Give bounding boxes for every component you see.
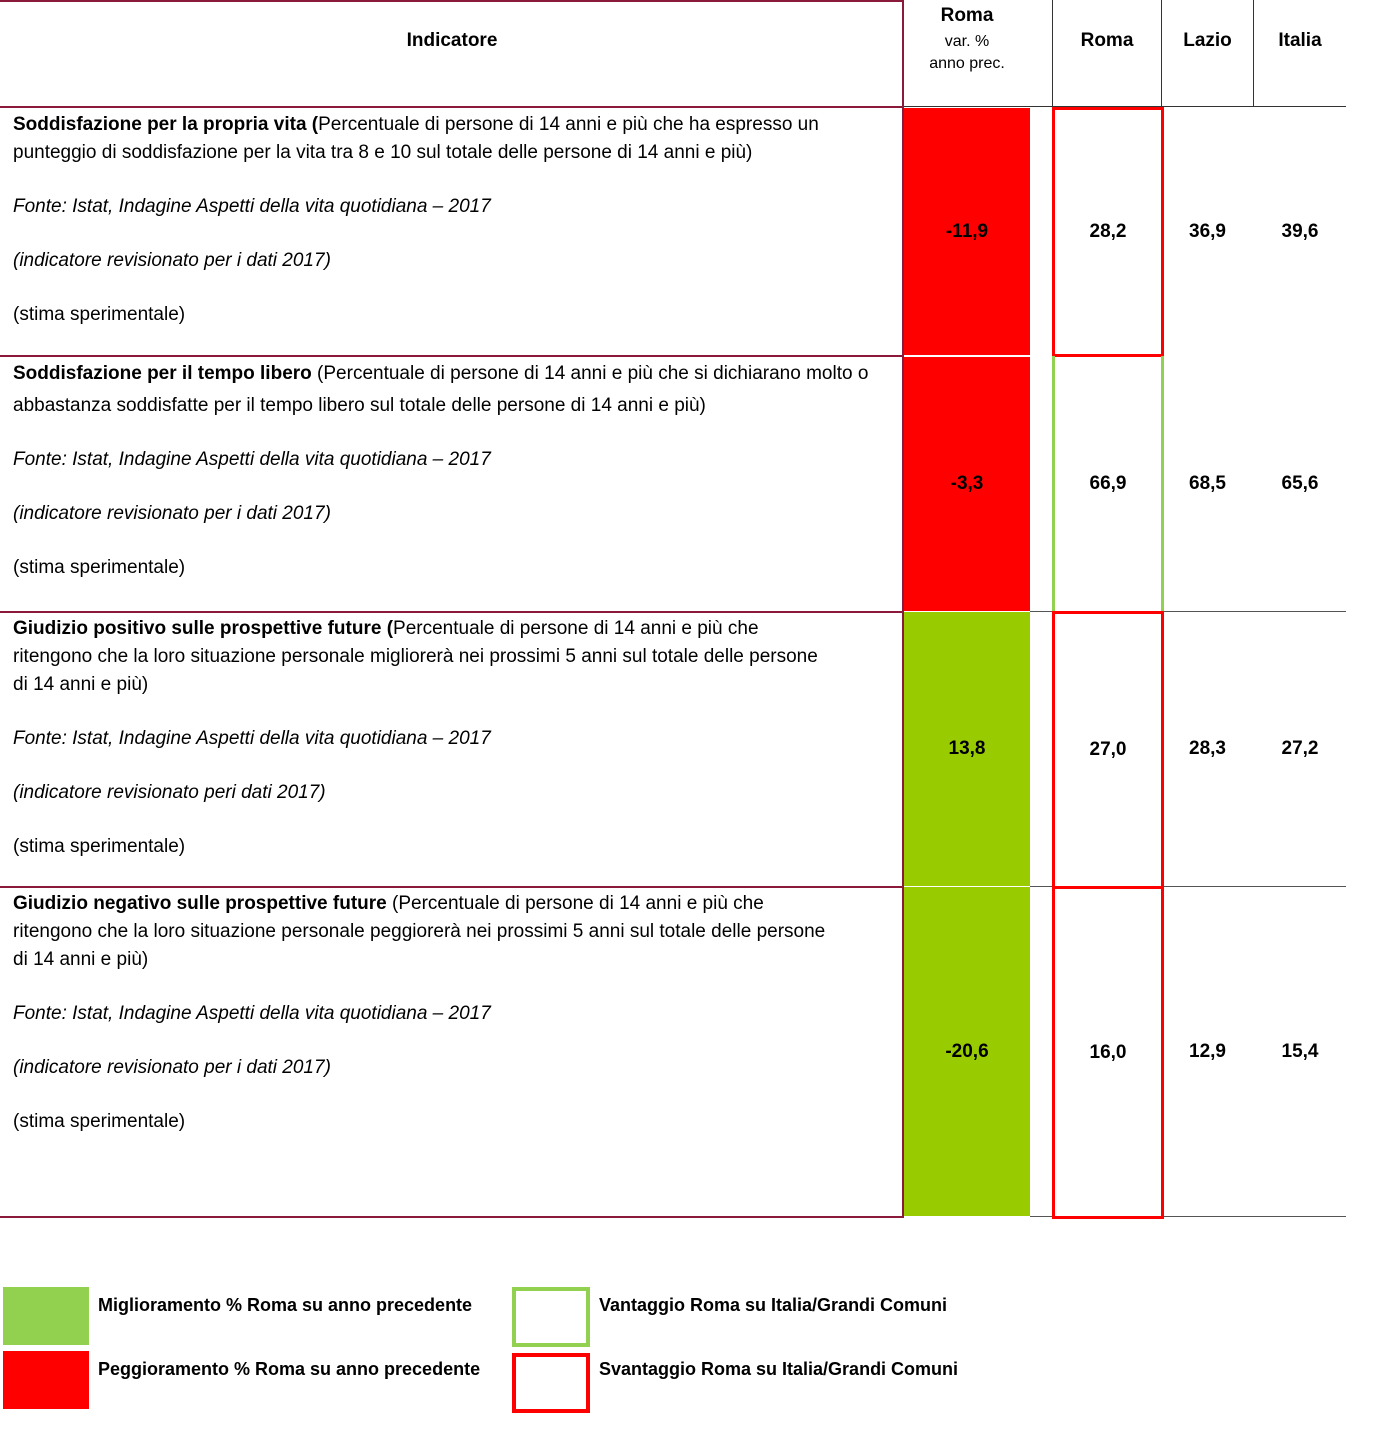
row3-stima: (stima sperimentale) [13,836,186,857]
row1-note: (indicatore revisionato per i dati 2017) [13,250,331,271]
row1-var-cell [904,108,1030,355]
row4-var-cell [904,887,1030,1216]
row1-description [13,111,893,329]
row1-desc: Percentuale di persone di 14 anni e più che ha espresso un punteggio di soddisfazione per la vita tra 8 e 10 sul totale delle persone di 14 anni e più) [13,114,819,163]
row1-roma-value: 28,2 [1089,221,1127,242]
row1-bottom-border [0,355,904,357]
header-bottom-border [0,106,904,108]
legend-improvement-swatch [3,1287,89,1345]
row2-lazio-value: 68,5 [1189,473,1226,494]
row4-roma-value: 16,0 [1089,1041,1127,1063]
row3-var-cell [904,612,1030,886]
header-roma-var-sub2: anno prec. [929,55,1005,72]
row4-desc: (Percentuale di persone di 14 anni e più che ritengono che la loro situazione personale peggiorerà nei prossimi 5 anni sul totale delle persone di 14 anni e più) [13,893,826,970]
row3-roma-cell [1052,611,1164,889]
row1-stima: (stima sperimentale) [13,304,186,325]
row3-description [13,615,833,861]
row2-title: Soddisfazione per il tempo libero [13,363,318,384]
row3-roma-value: 27,0 [1089,739,1127,760]
row1-fonte: Fonte: Istat, Indagine Aspetti della vita quotidiana – 2017 [13,196,491,217]
row3-lazio-cell [1162,612,1253,886]
row2-desc: (Percentuale di persone di 14 anni e più che si dichiarano molto o abbastanza soddisfatte per il tempo libero sul totale delle persone di 14 anni e più) [13,363,869,416]
row1-italia-value: 39,6 [1281,220,1319,242]
row1-lazio-value: 36,9 [1189,220,1226,242]
header-roma-var-title: Roma [940,5,994,26]
row2-lazio-cell [1162,357,1253,611]
row3-note: (indicatore revisionato peri dati 2017) [13,782,326,803]
header-roma-var-sub1: var. % [944,33,990,50]
header-divider-1 [1052,0,1053,107]
row4-stima: (stima sperimentale) [13,1111,186,1132]
row4-note: (indicatore revisionato per i dati 2017) [13,1057,331,1078]
row1-var-value: -11,9 [945,220,989,242]
row3-title: Giudizio positivo sulle prospettive future ( [13,618,394,639]
row2-roma-cell [1052,356,1164,612]
row3-italia-cell [1254,612,1346,886]
table-top-border [0,0,904,2]
row2-description [13,358,893,584]
row4-var-value: -20,6 [945,1040,989,1062]
row2-fonte: Fonte: Istat, Indagine Aspetti della vita quotidiana – 2017 [13,449,491,470]
row4-description [13,890,838,1136]
legend-advantage-label: Vantaggio Roma su Italia/Grandi Comuni [599,1295,948,1315]
row1-italia-cell [1254,108,1346,355]
row3-var-value: 13,8 [948,738,986,759]
row1-roma-cell [1052,107,1164,357]
legend-worsening-label: Peggioramento % Roma su anno precedente [98,1359,481,1379]
row3-desc: Percentuale di persone di 14 anni e più che ritengono che la loro situazione personale migliorerà nei prossimi 5 anni sul totale delle persone di 14 anni e più) [13,618,818,695]
header-divider-3 [1253,0,1254,107]
row2-var-value: -3,3 [950,473,984,494]
header-roma: Roma [1080,30,1134,51]
row2-italia-value: 65,6 [1281,473,1319,494]
row2-roma-value: 66,9 [1089,473,1127,494]
row3-bottom-border [0,886,904,888]
legend-disadvantage-swatch [512,1353,590,1413]
row2-note: (indicatore revisionato per i dati 2017) [13,503,331,524]
row1-title: Soddisfazione per la propria vita ( [13,114,319,135]
row4-fonte: Fonte: Istat, Indagine Aspetti della vita quotidiana – 2017 [13,1003,491,1024]
row4-lazio-cell [1162,887,1253,1216]
row4-italia-cell [1254,887,1346,1216]
header-lazio: Lazio [1183,30,1232,51]
header-roma-var [904,4,1030,73]
header-italia: Italia [1278,30,1322,51]
row3-lazio-value: 28,3 [1189,738,1226,759]
row3-italia-value: 27,2 [1281,738,1319,759]
legend-disadvantage-label: Svantaggio Roma su Italia/Grandi Comuni [599,1359,959,1379]
header-indicator: Indicatore [406,30,498,51]
legend-advantage-swatch [512,1287,590,1347]
legend-improvement-label: Miglioramento % Roma su anno precedente [98,1295,473,1315]
row3-fonte: Fonte: Istat, Indagine Aspetti della vita quotidiana – 2017 [13,728,491,749]
legend-worsening-swatch [3,1351,89,1409]
header-divider-2 [1161,0,1162,107]
row2-italia-cell [1254,357,1346,611]
row2-stima: (stima sperimentale) [13,557,186,578]
row4-title: Giudizio negativo sulle prospettive future [13,893,392,914]
row2-bottom-border [0,611,904,613]
row2-var-cell [904,357,1030,611]
row4-lazio-value: 12,9 [1189,1040,1226,1062]
table-bottom-border [0,1216,904,1218]
row1-lazio-cell [1162,108,1253,355]
row4-roma-cell [1052,886,1164,1219]
row4-italia-value: 15,4 [1281,1040,1319,1062]
